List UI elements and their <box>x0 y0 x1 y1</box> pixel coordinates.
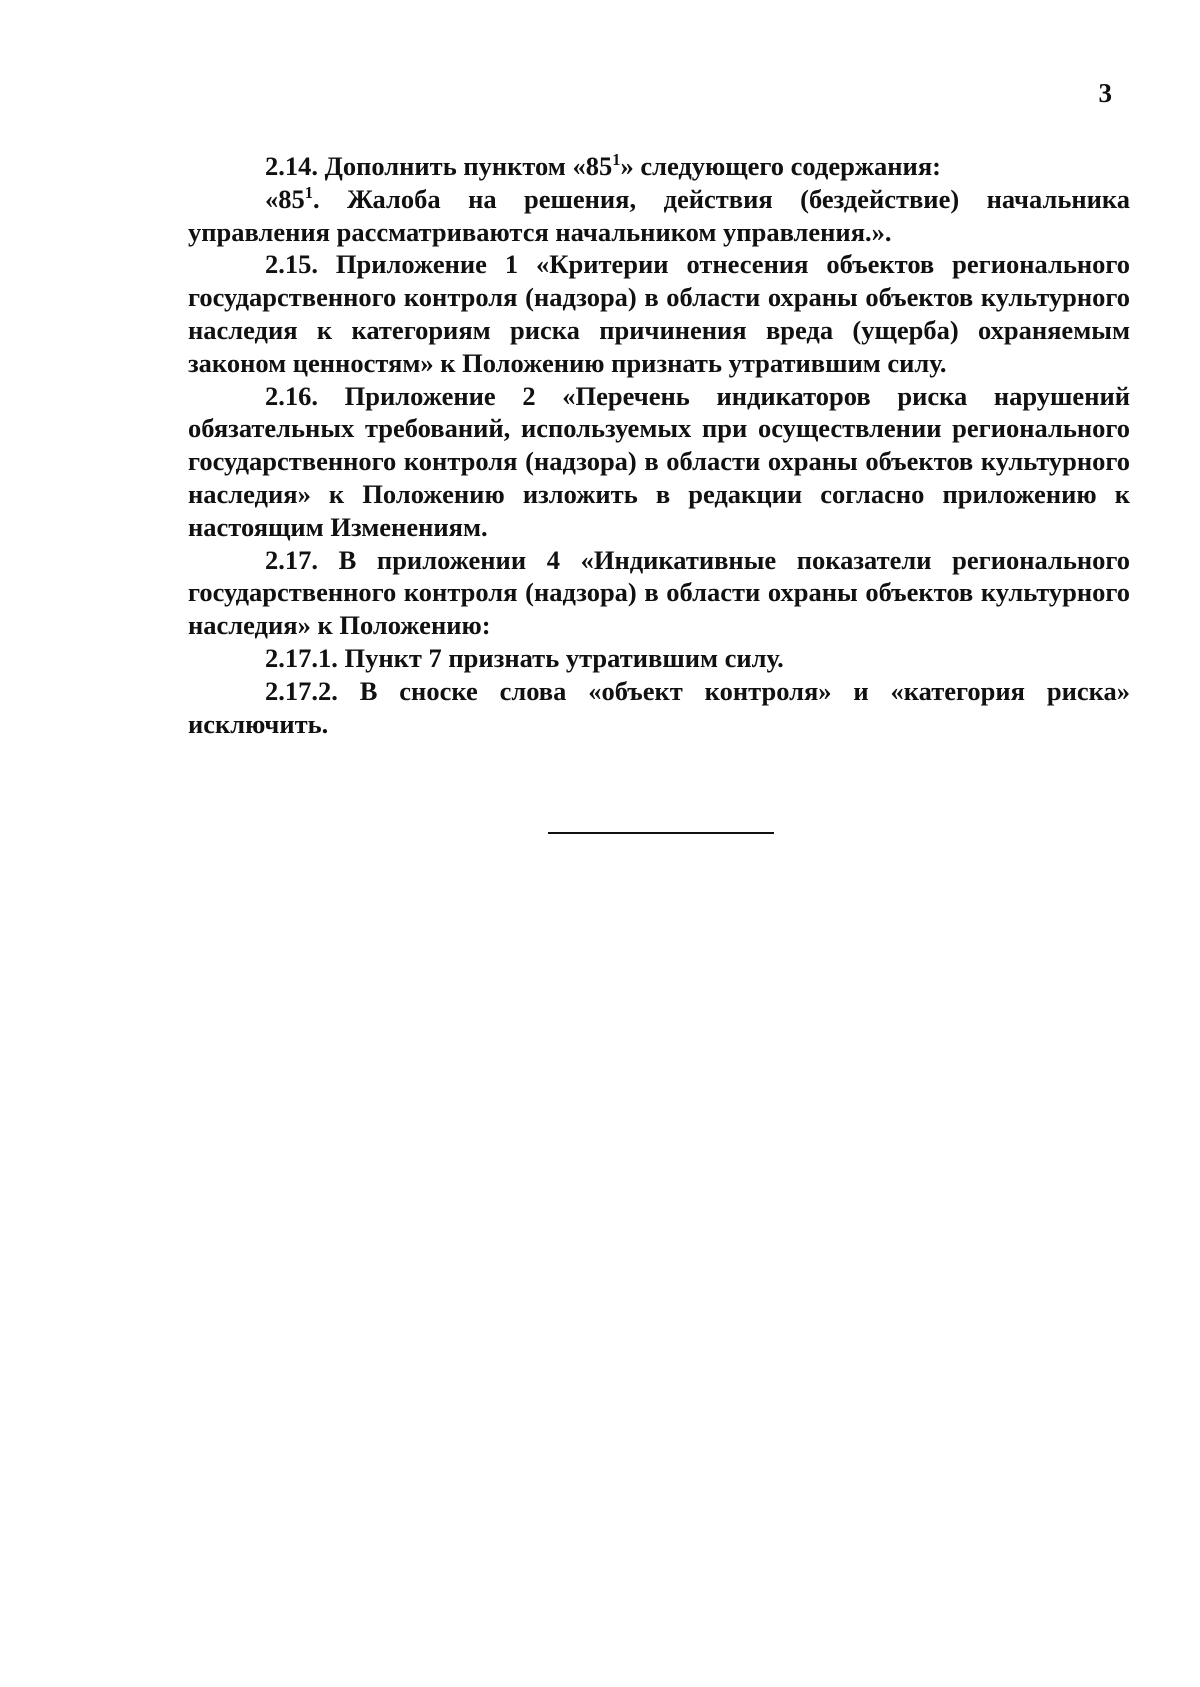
paragraph-text: 2.16. Приложение 2 «Перечень индикаторов риска нарушений обязательных требований, используемых при осуществлении регионального государственного контроля (надзора) в области охраны объектов культурного наследия» к Положению изложить в редакции согласно приложению к настоящим Изменениям. <box>188 380 1130 542</box>
paragraph-text: 2.15. Приложение 1 «Критерии отнесения объектов регионального государственного контроля (надзора) в области охраны объектов культурного наследия к категориям риска причинения вреда (ущерба) охраняемым законом ценностям» к Положению признать утратившим силу. <box>188 249 1130 378</box>
page-number: 3 <box>1098 78 1112 108</box>
paragraph-2-16 <box>188 380 1130 544</box>
paragraph-text: 2.17. В приложении 4 «Индикативные показатели регионального государственного контроля (надзора) в области охраны объектов культурного наследия» к Положению: <box>188 544 1130 641</box>
paragraph-85-1-quote <box>188 183 1130 249</box>
end-separator-line <box>548 832 774 834</box>
document-body <box>188 150 1130 740</box>
paragraph-2-17 <box>188 544 1130 642</box>
paragraph-2-17-1 <box>188 642 1130 675</box>
paragraph-text: 2.14. Дополнить пунктом «85 <box>265 151 613 181</box>
superscript: 1 <box>304 182 313 202</box>
paragraph-2-14 <box>188 150 1130 183</box>
superscript: 1 <box>612 150 621 170</box>
paragraph-2-15 <box>188 248 1130 379</box>
paragraph-text: . Жалоба на решения, действия (бездействие) начальника управления рассматриваются начальником управления.». <box>188 183 1130 247</box>
paragraph-text: «85 <box>265 183 305 214</box>
paragraph-text: 2.17.1. Пункт 7 признать утратившим силу. <box>265 642 784 673</box>
paragraph-2-17-2 <box>188 675 1130 741</box>
paragraph-text: » следующего содержания: <box>620 151 941 181</box>
paragraph-text: 2.17.2. В сноске слова «объект контроля» и «категория риска» исключить. <box>188 675 1130 739</box>
